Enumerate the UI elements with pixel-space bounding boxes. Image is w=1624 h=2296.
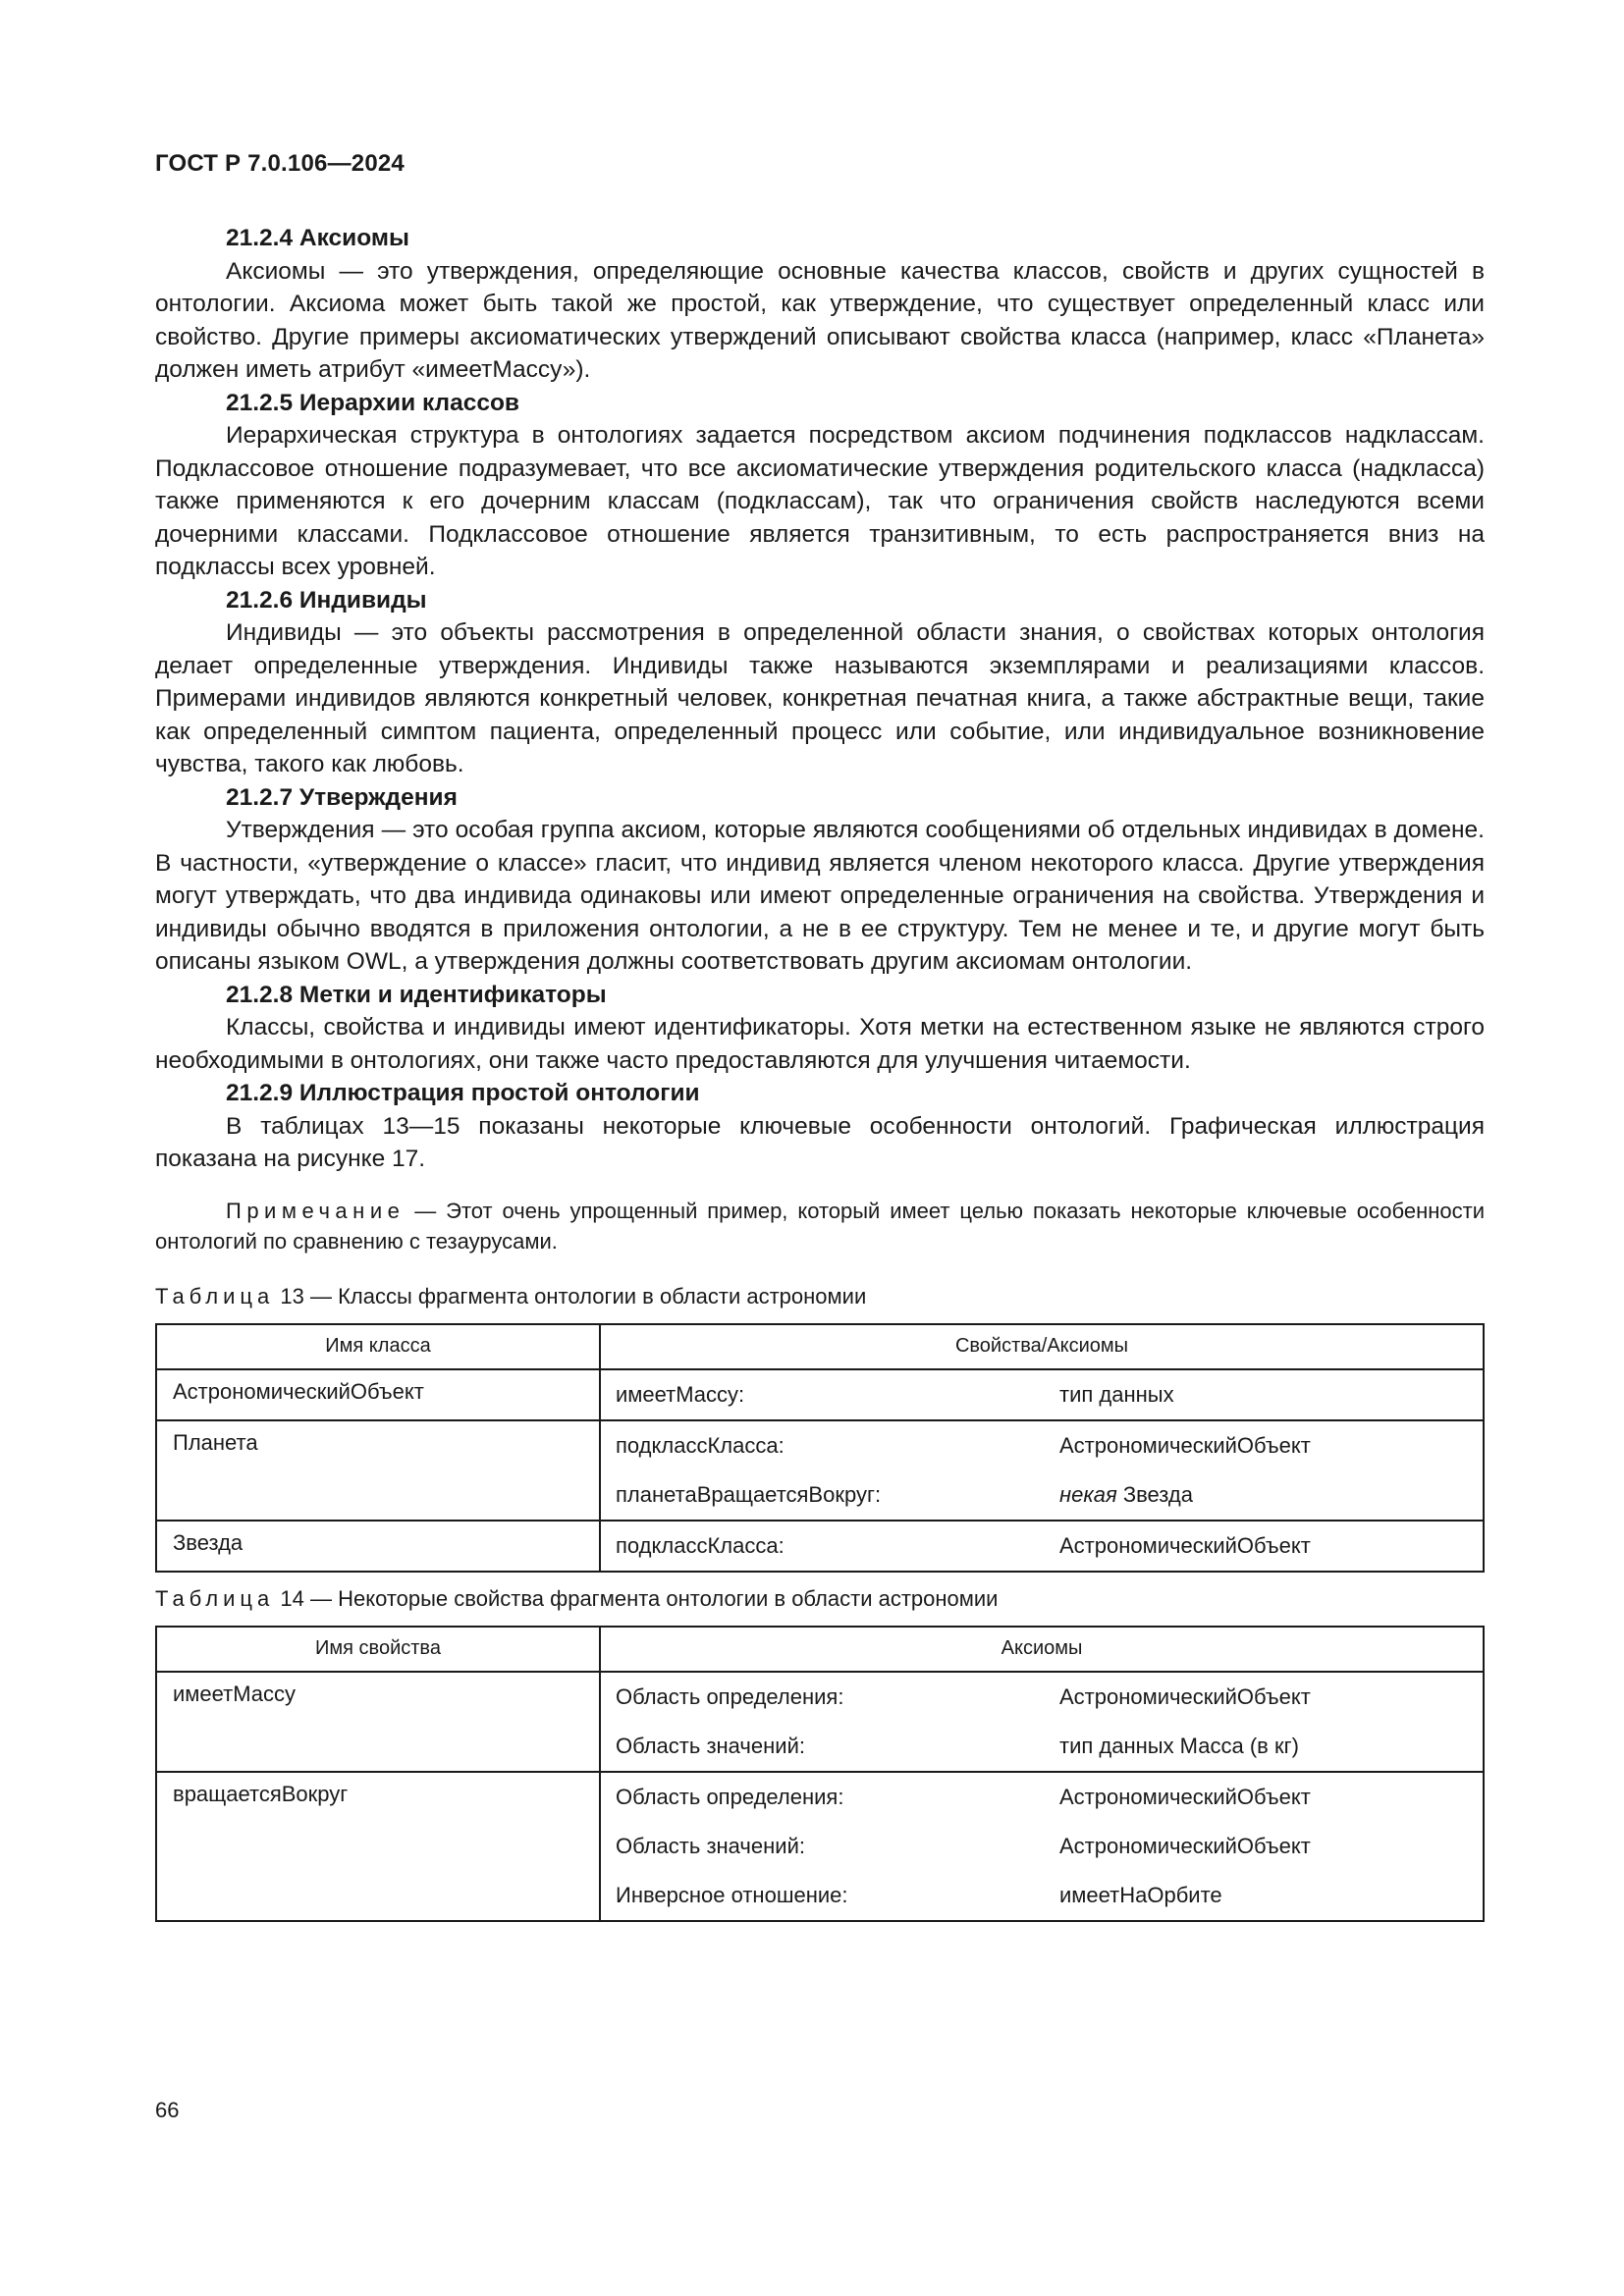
table13-title: 13 — Классы фрагмента онтологии в области астрономии [274, 1283, 867, 1308]
note-text: — Этот очень упрощенный пример, который имеет целью показать некоторые ключевые особенности онтологий по сравнению с тезаурусами. [155, 1198, 1485, 1254]
axiom-value: АстрономическийОбъект [1059, 1784, 1311, 1809]
axiom-pair [601, 1822, 1483, 1871]
note [155, 1196, 1485, 1256]
table13-header-row [156, 1324, 1484, 1369]
property-key: имеетМассу: [616, 1381, 745, 1407]
property-key: подклассКласса: [616, 1532, 785, 1558]
section-paragraph: Индивиды — это объекты рассмотрения в определенной области знания, о свойствах которых онтология делает определенные утверждения. Индивиды также называются экземплярами и реализациями классов. Примерами индивидов являются конкретный человек, конкретная печатная книга, а также абстрактные вещи, такие как определенный симптом пациента, определенный процесс или событие, или индивидуальное возникновение чувства, такого как любовь. [155, 619, 1485, 777]
page-number: 66 [155, 2098, 180, 2122]
table-row [156, 1521, 1484, 1572]
property-pair [601, 1370, 1483, 1419]
axiom-value: АстрономическийОбъект [1059, 1683, 1311, 1709]
property-pair [601, 1421, 1483, 1470]
table13-label: Таблица [155, 1283, 275, 1308]
section-paragraph: В таблицах 13—15 показаны некоторые ключевые особенности онтологий. Графическая иллюстрация показана на рисунке 17. [155, 1112, 1485, 1172]
property-value-emphasis: некая [1059, 1481, 1117, 1507]
axiom-key: Область значений: [616, 1833, 805, 1858]
table-row [156, 1420, 1484, 1521]
section-heading: 21.2.4 Аксиомы [226, 225, 409, 251]
property-value-text: Звезда [1116, 1481, 1193, 1507]
property-name: имеетМассу [173, 1681, 297, 1706]
table14-caption [155, 1584, 1485, 1614]
class-name: Планета [173, 1429, 258, 1455]
property-pair [601, 1522, 1483, 1571]
property-value: тип данных [1059, 1381, 1174, 1407]
section-heading: 21.2.6 Индивиды [226, 586, 427, 614]
section-paragraph: Классы, свойства и индивиды имеют идентификаторы. Хотя метки на естественном языке не являются строго необходимыми в онтологиях, они также часто предоставляются для улучшения читаемости. [155, 1014, 1485, 1074]
class-name: Звезда [173, 1529, 244, 1555]
table13-col1-header: Имя класса [156, 1324, 600, 1369]
section-paragraph: Аксиомы — это утверждения, определяющие основные качества классов, свойств и других сущностей в онтологии. Аксиома может быть такой же простой, как утверждение, что существует определенный класс или свойство. Другие примеры аксиоматических утверждений описывают свойства класса (например, класс «Планета» должен иметь атрибут «имеетМассу»). [155, 257, 1485, 383]
axiom-pair [601, 1871, 1483, 1920]
property-key: планетаВращаетсяВокруг: [616, 1481, 882, 1507]
section-heading: 21.2.9 Иллюстрация простой онтологии [226, 1080, 700, 1106]
section-heading: 21.2.7 Утверждения [226, 783, 458, 811]
axiom-value: тип данных Масса (в кг) [1059, 1733, 1299, 1758]
class-name: АстрономическийОбъект [173, 1378, 424, 1404]
axiom-pair [601, 1773, 1483, 1822]
axiom-value: АстрономическийОбъект [1059, 1833, 1311, 1858]
axiom-key: Инверсное отношение: [616, 1882, 848, 1907]
property-name: вращаетсяВокруг [173, 1781, 349, 1806]
table-row [156, 1369, 1484, 1420]
document-code: ГОСТ Р 7.0.106—2024 [155, 150, 405, 177]
table-row [156, 1772, 1484, 1921]
axiom-pair [601, 1722, 1483, 1771]
property-key: подклассКласса: [616, 1432, 785, 1458]
axiom-value: имеетНаОрбите [1059, 1882, 1222, 1907]
table14-title: 14 — Некоторые свойства фрагмента онтологии в области астрономии [274, 1585, 999, 1611]
property-value: АстрономическийОбъект [1059, 1532, 1311, 1558]
axiom-pair [601, 1673, 1483, 1722]
table13-col2-header: Свойства/Аксиомы [600, 1324, 1484, 1369]
table14 [155, 1626, 1485, 1922]
note-label: Примечание [226, 1198, 406, 1223]
axiom-key: Область значений: [616, 1733, 805, 1758]
table13 [155, 1323, 1485, 1573]
property-value: АстрономическийОбъект [1059, 1432, 1311, 1458]
section-heading: 21.2.5 Иерархии классов [226, 389, 519, 416]
section-paragraph: Утверждения — это особая группа аксиом, которые являются сообщениями об отдельных индивидах в домене. В частности, «утверждение о классе» гласит, что индивид является членом некоторого класса. Другие утверждения могут утверждать, что два индивида одинаковы или имеют определенные ограничения на свойства. Утверждения и индивиды обычно вводятся в приложения онтологии, а не в ее структуру. Тем не менее и те, и другие могут быть описаны языком OWL, а утверждения должны соответствовать другим аксиомам онтологии. [155, 817, 1485, 975]
table-row [156, 1672, 1484, 1772]
section-heading: 21.2.8 Метки и идентификаторы [226, 981, 607, 1008]
property-pair [601, 1470, 1483, 1520]
table14-col1-header: Имя свойства [156, 1627, 600, 1672]
table14-header-row [156, 1627, 1484, 1672]
property-value [1059, 1482, 1483, 1508]
table14-col2-header: Аксиомы [600, 1627, 1484, 1672]
document-body [155, 222, 1485, 1922]
section-paragraph: Иерархическая структура в онтологиях задается посредством аксиом подчинения подклассов надклассам. Подклассовое отношение подразумевает, что все аксиоматические утверждения родительского класса (надкласса) также применяются к его дочерним классам (подклассам), так что ограничения свойств наследуются всеми дочерними классами. Подклассовое отношение является транзитивным, то есть распространяется вниз на подклассы всех уровней. [155, 422, 1485, 580]
table13-caption [155, 1282, 1485, 1311]
axiom-key: Область определения: [616, 1683, 844, 1709]
table14-label: Таблица [155, 1585, 275, 1611]
axiom-key: Область определения: [616, 1784, 844, 1809]
